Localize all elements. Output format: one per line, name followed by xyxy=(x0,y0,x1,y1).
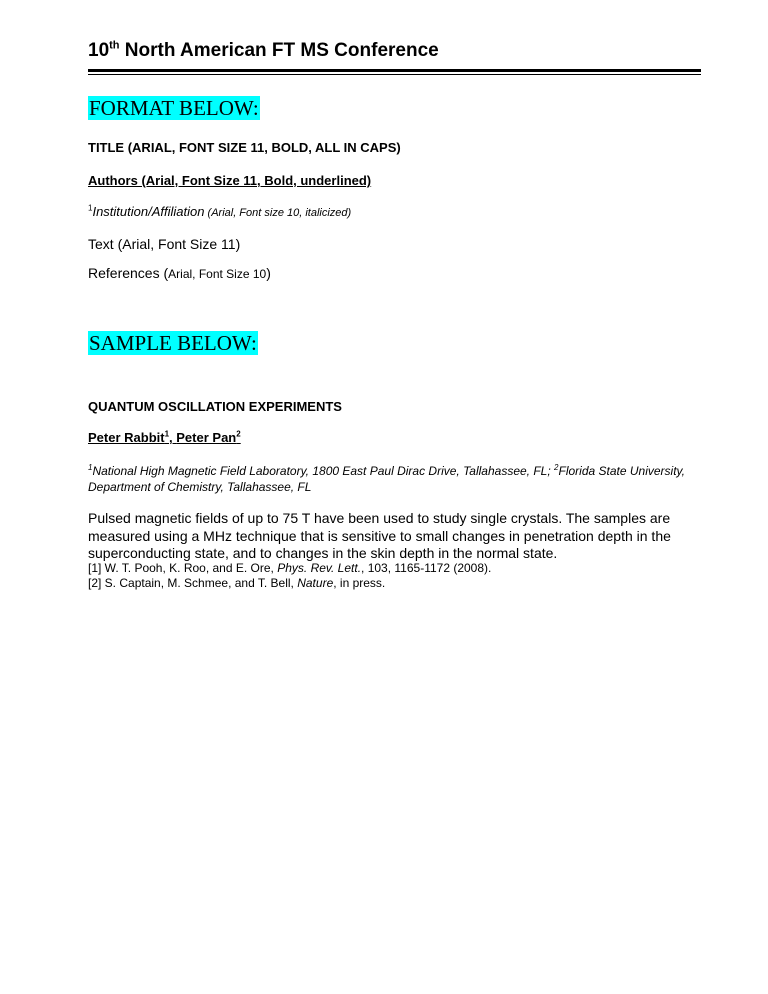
format-institution-line xyxy=(88,204,351,219)
institution-spec: (Arial, Font size 10, italicized) xyxy=(204,207,352,219)
header-prefix: 10 xyxy=(88,40,110,61)
format-text-line: Text (Arial, Font Size 11) xyxy=(88,236,241,252)
affil-2: Florida State University, Department of Chemistry, Tallahassee, FL xyxy=(88,464,685,494)
sample-heading: SAMPLE BELOW: xyxy=(89,331,257,355)
reference-authors: [1] W. T. Pooh, K. Roo, and E. Ore, xyxy=(88,561,278,575)
header-rule-thick xyxy=(88,69,701,72)
institution-sup: 1 xyxy=(88,203,93,213)
sample-affiliations xyxy=(88,463,688,495)
institution-label: Institution/Affiliation xyxy=(92,204,205,219)
affil-2-sup: 2 xyxy=(554,463,559,472)
reference-details: , 103, 1165-1172 (2008). xyxy=(361,561,492,575)
header-rest: North American FT MS Conference xyxy=(119,40,439,61)
header-sup: th xyxy=(109,39,120,52)
sample-references xyxy=(88,561,688,591)
references-close: ) xyxy=(266,265,271,281)
format-title-line: TITLE (ARIAL, FONT SIZE 11, BOLD, ALL IN CAPS) xyxy=(88,140,401,155)
author-separator: , xyxy=(169,430,177,445)
header-rule-thin xyxy=(88,74,701,75)
reference-item xyxy=(88,576,688,591)
format-references-line xyxy=(88,265,271,281)
reference-details: , in press. xyxy=(333,576,386,590)
reference-authors: [2] S. Captain, M. Schmee, and T. Bell, xyxy=(88,576,298,590)
reference-journal: Nature xyxy=(297,576,334,590)
sample-body-text: Pulsed magnetic fields of up to 75 T have been used to study single crystals. The samples are measured using a MHz technique that is sensitive to small changes in penetration depth in the superconducting state, and to changes in the skin depth in the normal state. xyxy=(88,510,671,561)
author-2-sup: 2 xyxy=(236,429,241,439)
references-spec: Arial, Font Size 10 xyxy=(168,267,267,281)
references-label: References ( xyxy=(88,265,169,281)
sample-authors xyxy=(88,430,241,445)
conference-header xyxy=(88,40,439,62)
affil-1-sup: 1 xyxy=(88,463,93,472)
reference-item xyxy=(88,561,688,576)
author-1-sup: 1 xyxy=(164,429,170,439)
affil-1: National High Magnetic Field Laboratory, 1800 East Paul Dirac Drive, Tallahassee, FL; xyxy=(92,464,555,478)
author-1: Peter Rabbit xyxy=(88,430,165,445)
format-heading: FORMAT BELOW: xyxy=(89,96,259,120)
author-2: Peter Pan xyxy=(176,430,237,445)
reference-journal: Phys. Rev. Lett. xyxy=(277,561,362,575)
format-authors-line: Authors (Arial, Font Size 11, Bold, underlined) xyxy=(88,173,372,188)
sample-title: QUANTUM OSCILLATION EXPERIMENTS xyxy=(88,399,342,414)
